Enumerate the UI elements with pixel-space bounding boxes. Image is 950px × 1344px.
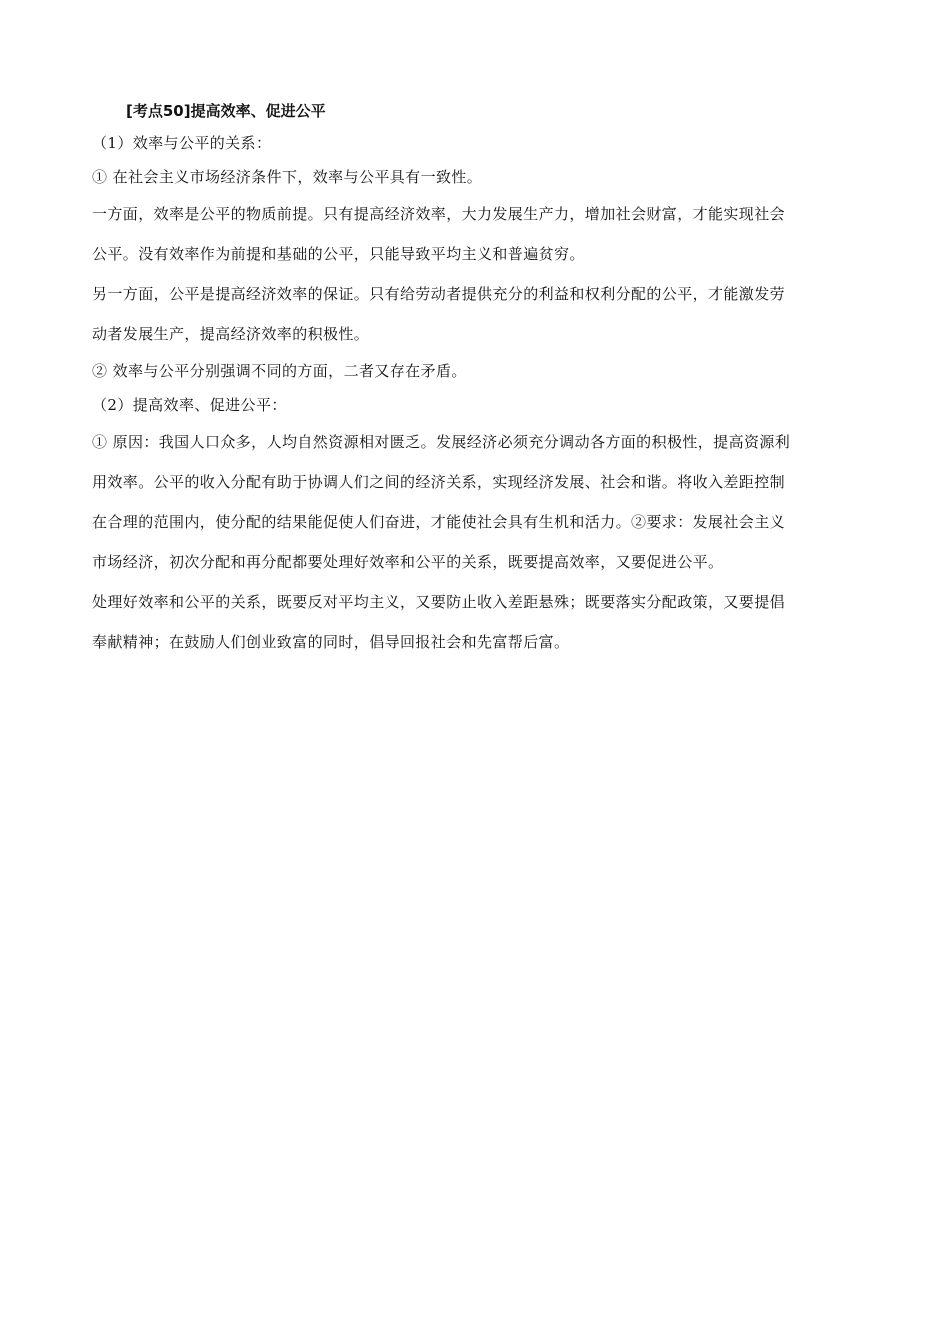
paragraph-line: 用效率。公平的收入分配有助于协调人们之间的经济关系，实现经济发展、社会和谐。将收入差距控制: [92, 473, 786, 491]
paragraph-line: ② 效率与公平分别强调不同的方面，二者又存在矛盾。: [92, 362, 467, 380]
paragraph-line: 奉献精神；在鼓励人们创业致富的同时，倡导回报社会和先富帮后富。: [92, 633, 570, 651]
paragraph-line: 另一方面，公平是提高经济效率的保证。只有给劳动者提供充分的利益和权利分配的公平，才能激发劳: [92, 285, 786, 303]
paragraph-line: 市场经济，初次分配和再分配都要处理好效率和公平的关系，既要提高效率，又要促进公平。: [92, 553, 724, 571]
section-title: [考点50]提高效率、促进公平: [126, 102, 326, 120]
paragraph-line: ① 在社会主义市场经济条件下，效率与公平具有一致性。: [92, 168, 483, 186]
subheading-relationship: （1）效率与公平的关系：: [92, 134, 272, 152]
document-body: [92, 98, 862, 662]
paragraph-line: ① 原因：我国人口众多，人均自然资源相对匮乏。发展经济必须充分调动各方面的积极性，提高资源利: [92, 433, 791, 451]
paragraph-line: 一方面，效率是公平的物质前提。只有提高经济效率，大力发展生产力，增加社会财富，才能实现社会: [92, 205, 786, 223]
paragraph-line: 动者发展生产，提高经济效率的积极性。: [92, 325, 370, 343]
paragraph-line: 处理好效率和公平的关系，既要反对平均主义，又要防止收入差距悬殊；既要落实分配政策，又要提倡: [92, 593, 786, 611]
subheading-promote: （2）提高效率、促进公平：: [92, 396, 287, 414]
paragraph-line: 公平。没有效率作为前提和基础的公平，只能导致平均主义和普遍贫穷。: [92, 245, 585, 263]
paragraph-line: 在合理的范围内，使分配的结果能促使人们奋进，才能使社会具有生机和活力。②要求：发展社会主义: [92, 513, 786, 531]
